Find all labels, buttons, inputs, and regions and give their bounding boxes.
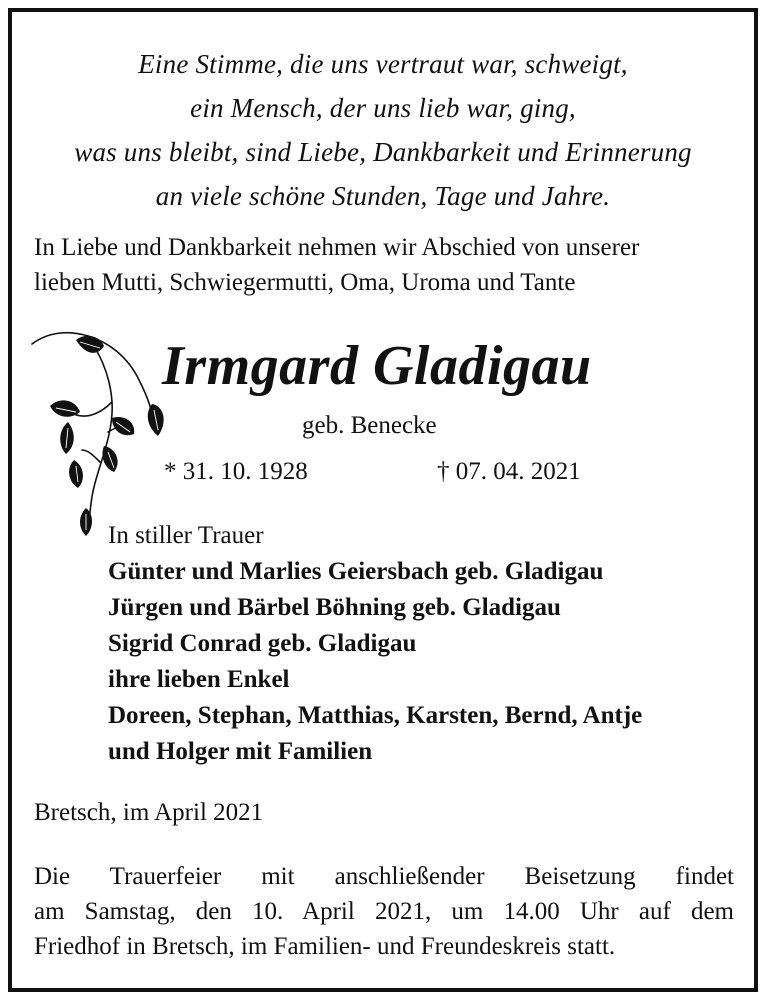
intro-line: lieben Mutti, Schwiegermutti, Oma, Uroma und Tante — [34, 269, 576, 296]
poem — [12, 42, 754, 218]
mourner-line: Sigrid Conrad geb. Gladigau — [108, 630, 417, 657]
leaf-branch-icon — [28, 322, 168, 547]
poem-line: Eine Stimme, die uns vertraut war, schweigt, — [138, 49, 628, 79]
service-info — [34, 859, 734, 964]
mourner-line: Günter und Marlies Geiersbach geb. Gladigau — [108, 558, 604, 585]
mourners-label: In stiller Trauer — [108, 522, 264, 549]
intro-line: In Liebe und Dankbarkeit nehmen wir Abschied von unserer — [34, 234, 640, 261]
mourners-block — [108, 518, 748, 770]
obituary-frame — [8, 8, 758, 992]
service-line: Friedhof in Bretsch, im Familien- und Freundeskreis statt. — [34, 933, 616, 960]
mourner-line: ihre lieben Enkel — [108, 666, 290, 693]
service-line: Die Trauerfeier mit anschließender Beisetzung findet — [34, 863, 734, 890]
service-line: am Samstag, den 10. April 2021, um 14.00 Uhr auf dem — [34, 898, 734, 925]
mourner-line: Jürgen und Bärbel Böhning geb. Gladigau — [108, 594, 561, 621]
poem-line: was uns bleibt, sind Liebe, Dankbarkeit und Erinnerung — [74, 137, 692, 167]
birth-date: * 31. 10. 1928 — [164, 458, 308, 485]
poem-line: ein Mensch, der uns lieb war, ging, — [190, 93, 576, 123]
deceased-name: Irmgard Gladigau — [162, 335, 592, 397]
birth-name: geb. Benecke — [302, 412, 437, 439]
mourner-line: und Holger mit Familien — [108, 738, 373, 765]
mourner-line: Doreen, Stephan, Matthias, Karsten, Bernd, Antje — [108, 702, 643, 729]
intro-text — [34, 230, 734, 300]
place-date: Bretsch, im April 2021 — [34, 799, 264, 826]
death-date: † 07. 04. 2021 — [437, 458, 581, 485]
poem-line: an viele schöne Stunden, Tage und Jahre. — [155, 181, 611, 211]
